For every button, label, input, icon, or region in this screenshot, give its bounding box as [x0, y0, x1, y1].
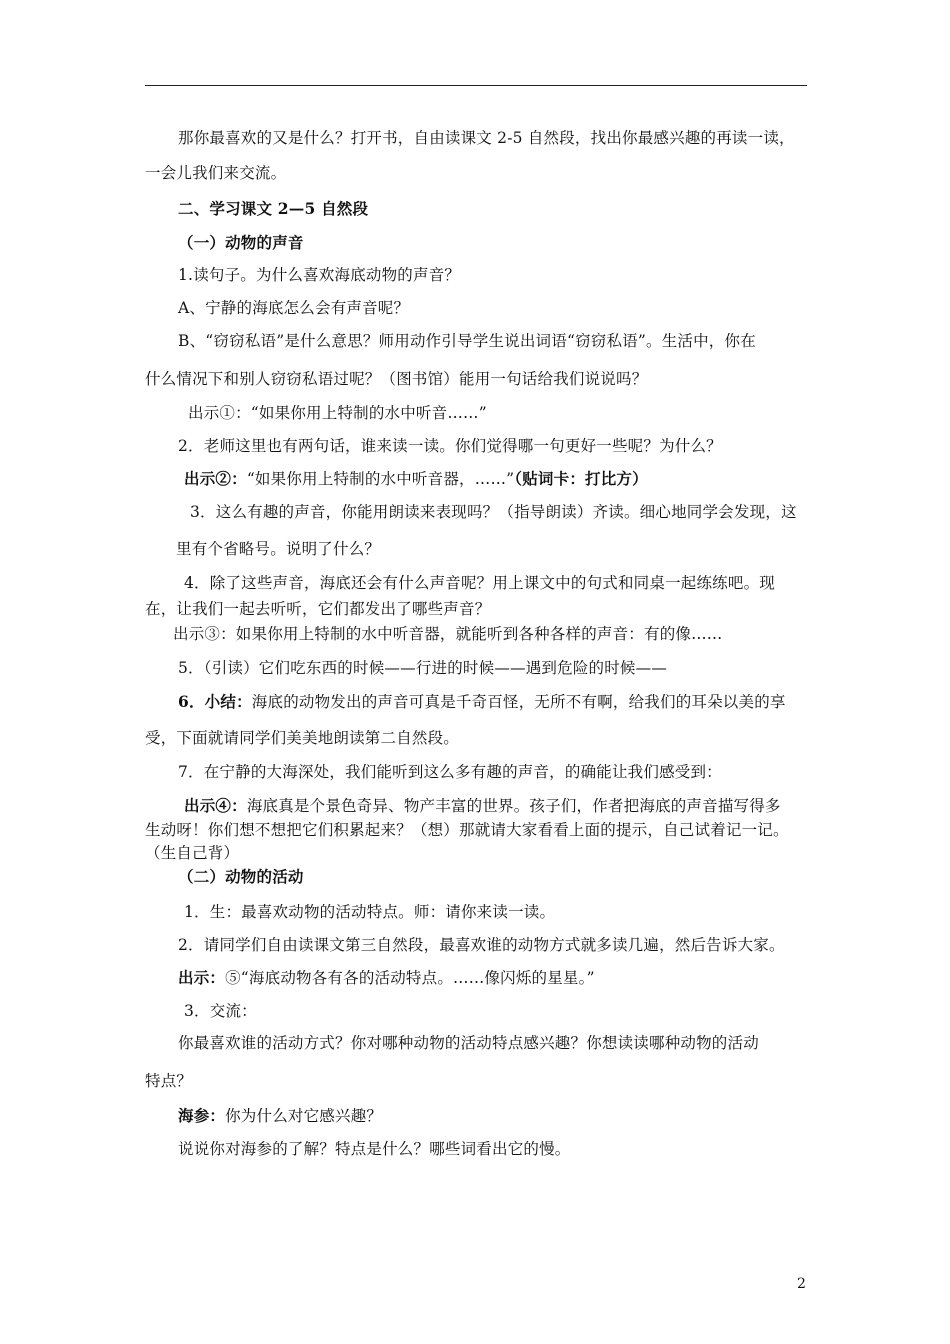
paragraph-line: 一会儿我们来交流。 — [145, 164, 287, 182]
paragraph-line: 你最喜欢谁的活动方式？你对哪种动物的活动特点感兴趣？你想读读哪种动物的活动 — [178, 1034, 759, 1052]
paragraph-line: 3．交流： — [184, 1002, 257, 1020]
display-label: 出示②： — [184, 469, 247, 488]
paragraph-line: 4．除了这些声音，海底还会有什么声音呢？用上课文中的句式和同桌一起练练吧。现 — [184, 574, 775, 592]
paragraph-line: 受，下面就请同学们美美地朗读第二自然段。 — [145, 729, 460, 747]
header-rule — [145, 85, 807, 86]
paragraph-line: B、“窃窃私语”是什么意思？师用动作引导学生说出词语“窃窃私语”。生活中，你在 — [178, 332, 756, 350]
paragraph-line: 出示①：“如果你用上特制的水中听音……” — [188, 404, 487, 422]
display-label: 出示： — [178, 968, 226, 987]
paragraph-line: 在，让我们一起去听听，它们都发出了哪些声音？ — [145, 600, 491, 618]
word-card-note: （贴词卡：打比方） — [514, 469, 648, 488]
paragraph-line: 7．在宁静的大海深处，我们能听到这么多有趣的声音，的确能让我们感受到： — [178, 763, 722, 781]
paragraph-line: 什么情况下和别人窃窃私语过呢？（图书馆）能用一句话给我们说说吗？ — [145, 370, 648, 388]
paragraph-line: 生动呀！你们想不想把它们积累起来？（想）那就请大家看看上面的提示，自己试着记一记。 — [145, 821, 789, 839]
summary-line — [178, 692, 786, 712]
display-label: 出示④： — [184, 796, 247, 815]
paragraph-line: （生自己背） — [145, 844, 240, 862]
display-text: 海底真是个景色奇异、物产丰富的世界。孩子们，作者把海底的声音描写得多 — [246, 797, 781, 815]
paragraph-line: 特点？ — [145, 1072, 193, 1090]
display-line — [178, 968, 595, 988]
paragraph-line: 1．生：最喜欢动物的活动特点。师：请你来读一读。 — [184, 903, 556, 921]
paragraph-line: 2．老师这里也有两句话，谁来读一读。你们觉得哪一句更好一些呢？为什么？ — [178, 437, 722, 455]
paragraph-line: 3．这么有趣的声音，你能用朗读来表现吗？（指导朗读）齐读。细心地同学会发现，这 — [190, 503, 797, 521]
paragraph-line: 里有个省略号。说明了什么？ — [176, 540, 381, 558]
display-line — [184, 469, 648, 489]
subsection-heading: （一）动物的声音 — [178, 233, 304, 252]
display-text: ⑤“海底动物各有各的活动特点。……像闪烁的星星。” — [225, 969, 595, 987]
display-quote: “如果你用上特制的水中听音器，……” — [246, 470, 515, 488]
paragraph-line: 5．（引读）它们吃东西的时候——行进的时候——遇到危险的时候—— — [178, 659, 668, 677]
paragraph-line: 那你最喜欢的又是什么？打开书，自由读课文 2-5 自然段，找出你最感兴趣的再读一读， — [178, 129, 795, 147]
page-number: 2 — [797, 1276, 806, 1292]
paragraph-line: 2．请同学们自由读课文第三自然段，最喜欢谁的动物方式就多读几遍，然后告诉大家。 — [178, 936, 785, 954]
summary-text: 海底的动物发出的声音可真是千奇百怪，无所不有啊，给我们的耳朵以美的享 — [251, 693, 786, 711]
qa-line — [178, 1106, 382, 1126]
summary-label: 6．小结： — [178, 692, 252, 711]
paragraph-line: 出示③：如果你用上特制的水中听音器，就能听到各种各样的声音：有的像…… — [173, 625, 723, 643]
display-line — [184, 796, 781, 816]
paragraph-line: 说说你对海参的了解？特点是什么？哪些词看出它的慢。 — [178, 1140, 571, 1158]
qa-text: 你为什么对它感兴趣？ — [225, 1107, 383, 1125]
paragraph-line: A、宁静的海底怎么会有声音呢？ — [178, 299, 410, 317]
subsection-heading: （二）动物的活动 — [178, 867, 304, 886]
paragraph-line: 1.读句子。为什么喜欢海底动物的声音？ — [178, 266, 461, 284]
qa-label: 海参： — [178, 1106, 226, 1125]
section-heading: 二、学习课文 2—5 自然段 — [178, 199, 369, 218]
